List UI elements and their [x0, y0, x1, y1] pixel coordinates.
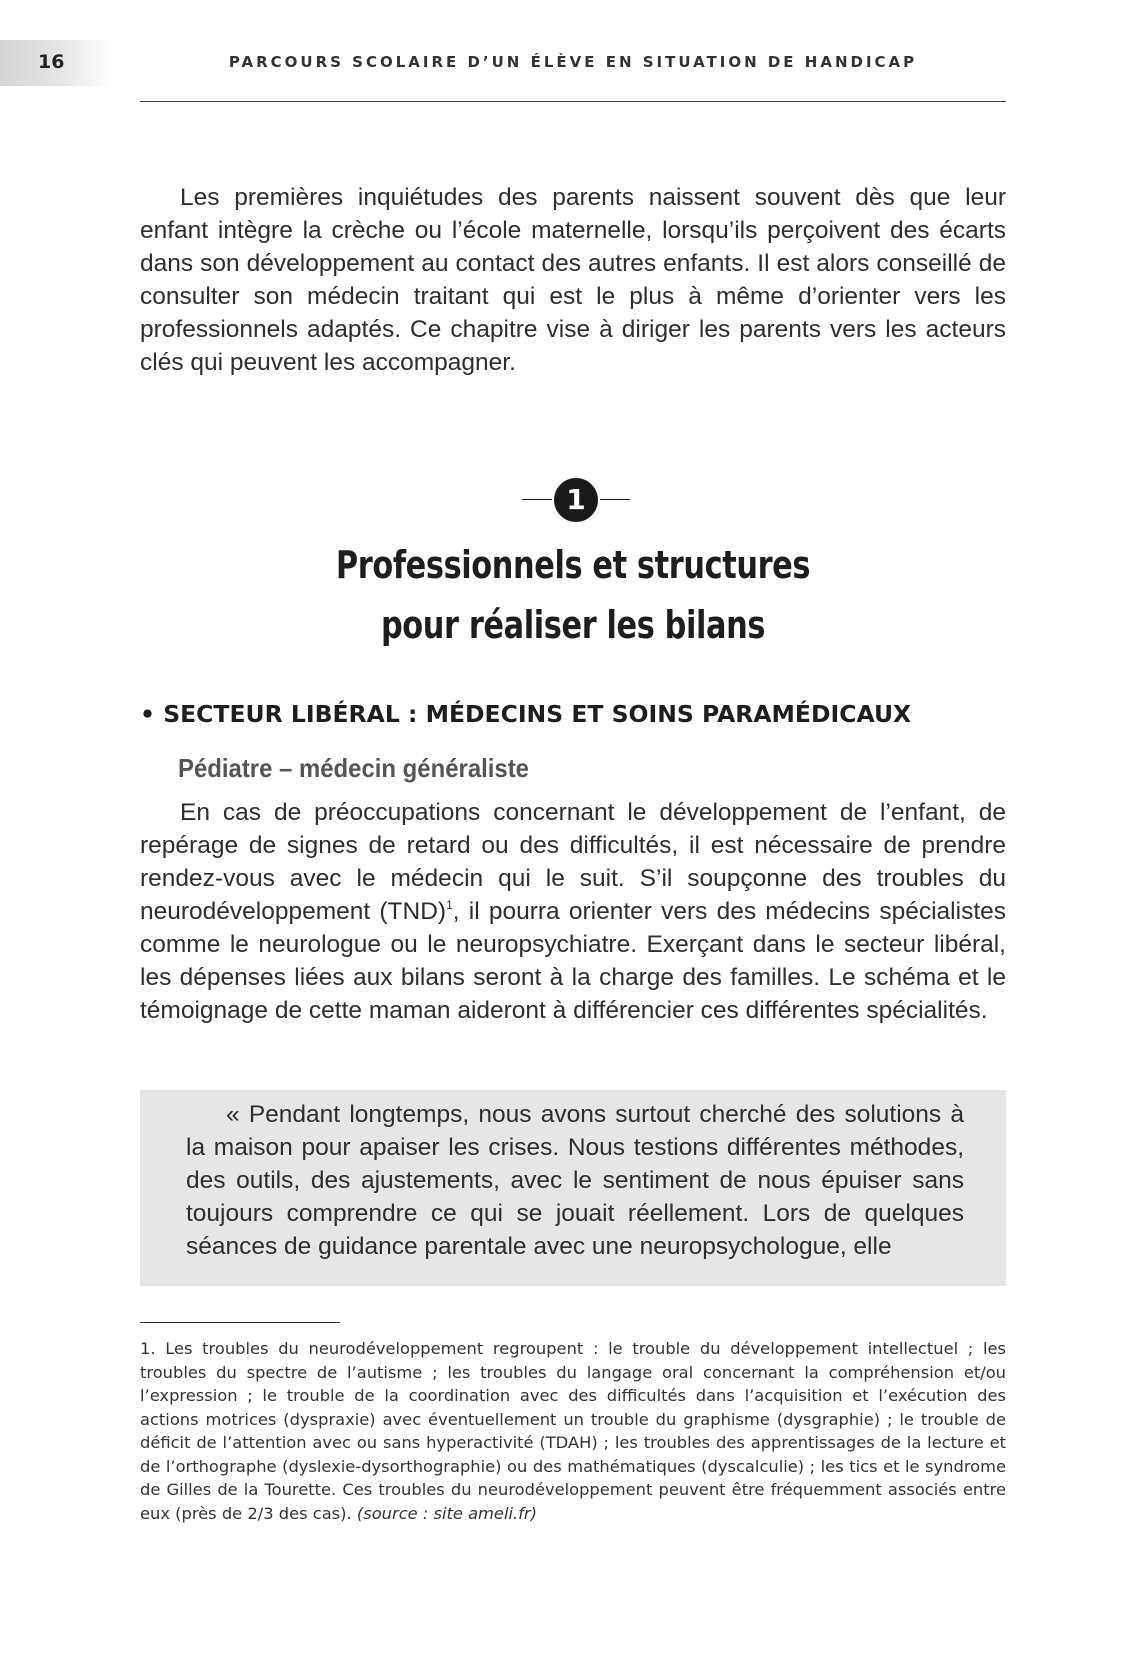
- footnote-reference: 1: [446, 898, 453, 912]
- chapter-title-line1: Professionnels et structures: [335, 543, 811, 587]
- subheading: Pédiatre – médecin généraliste: [178, 753, 529, 783]
- page-number: 16: [38, 51, 65, 73]
- footnote-source: (source : site ameli.fr): [356, 1503, 537, 1523]
- chapter-number: 1: [554, 478, 598, 522]
- header-rule: [140, 101, 1006, 102]
- chapter-title-line2: pour réaliser les bilans: [380, 603, 766, 647]
- footnote-text: 1. Les troubles du neurodéveloppement regroupent : le trouble du développement intellectuel ; les troubles du spectre de l’autisme ; les troubles du langage oral concernant la compréhension et/ou l’expression ; le trouble de la coordination avec des difficultés dans l’acquisition et l’exécution des actions motrices (dyspraxie) avec éventuellement un trouble du graphisme (dysgraphie) ; le trouble de déficit de l’attention avec ou sans hyperactivité (TDAH) ; les troubles des apprentissages de la lecture et de l’orthographe (dyslexie-dysorthographie) ou des mathématiques (dyscalculie) ; les tics et le syndrome de Gilles de la Tourette. Ces troubles du neurodéveloppement peuvent être fréquemment associés entre eux (près de 2/3 des cas).: [140, 1339, 1006, 1523]
- footnote-rule: [140, 1322, 340, 1323]
- running-title: PARCOURS SCOLAIRE D’UN ÉLÈVE EN SITUATION DE HANDICAP: [228, 53, 918, 71]
- body-text-after-note: , il pourra orienter vers des médecins spécialistes comme le neurologue ou le neuropsychiatre. Exerçant dans le secteur libéral, les dépenses liées aux bilans seront à la charge des familles. Le schéma et le témoignage de cette maman aideront à différencier ces différentes spécialités.: [140, 898, 1006, 1024]
- testimony-text: « Pendant longtemps, nous avons surtout cherché des solutions à la maison pour apaiser les crises. Nous testions différentes méthodes, des outils, des ajustements, avec le sentiment de nous épuiser sans toujours comprendre ce qui se jouait réellement. Lors de quelques séances de guidance parentale avec une neuropsychologue, elle: [186, 1101, 964, 1260]
- body-paragraph: [140, 796, 1006, 1027]
- intro-paragraph: Les premières inquiétudes des parents naissent souvent dès que leur enfant intègre la crèche ou l’école maternelle, lorsqu’ils perçoivent des écarts dans son développement au contact des autres enfants. Il est alors conseillé de consulter son médecin traitant qui est le plus à même d’orienter vers les professionnels adaptés. Ce chapitre vise à diriger les parents vers les acteurs clés qui peuvent les accompagner.: [140, 184, 1006, 376]
- badge-rule-left: [522, 499, 552, 500]
- badge-rule-right: [600, 499, 630, 500]
- chapter-title: [227, 535, 920, 655]
- body-text-before-note: En cas de préoccupations concernant le développement de l’enfant, de repérage de signes de retard ou des difficultés, il est nécessaire de prendre rendez-vous avec le médecin qui le suit. S’il soupçonne des troubles du neurodéveloppement (TND): [140, 799, 1006, 925]
- footnote: [140, 1337, 1006, 1525]
- section-heading: • SECTEUR LIBÉRAL : MÉDECINS ET SOINS PARAMÉDICAUX: [140, 700, 912, 728]
- chapter-number-badge: [522, 478, 630, 522]
